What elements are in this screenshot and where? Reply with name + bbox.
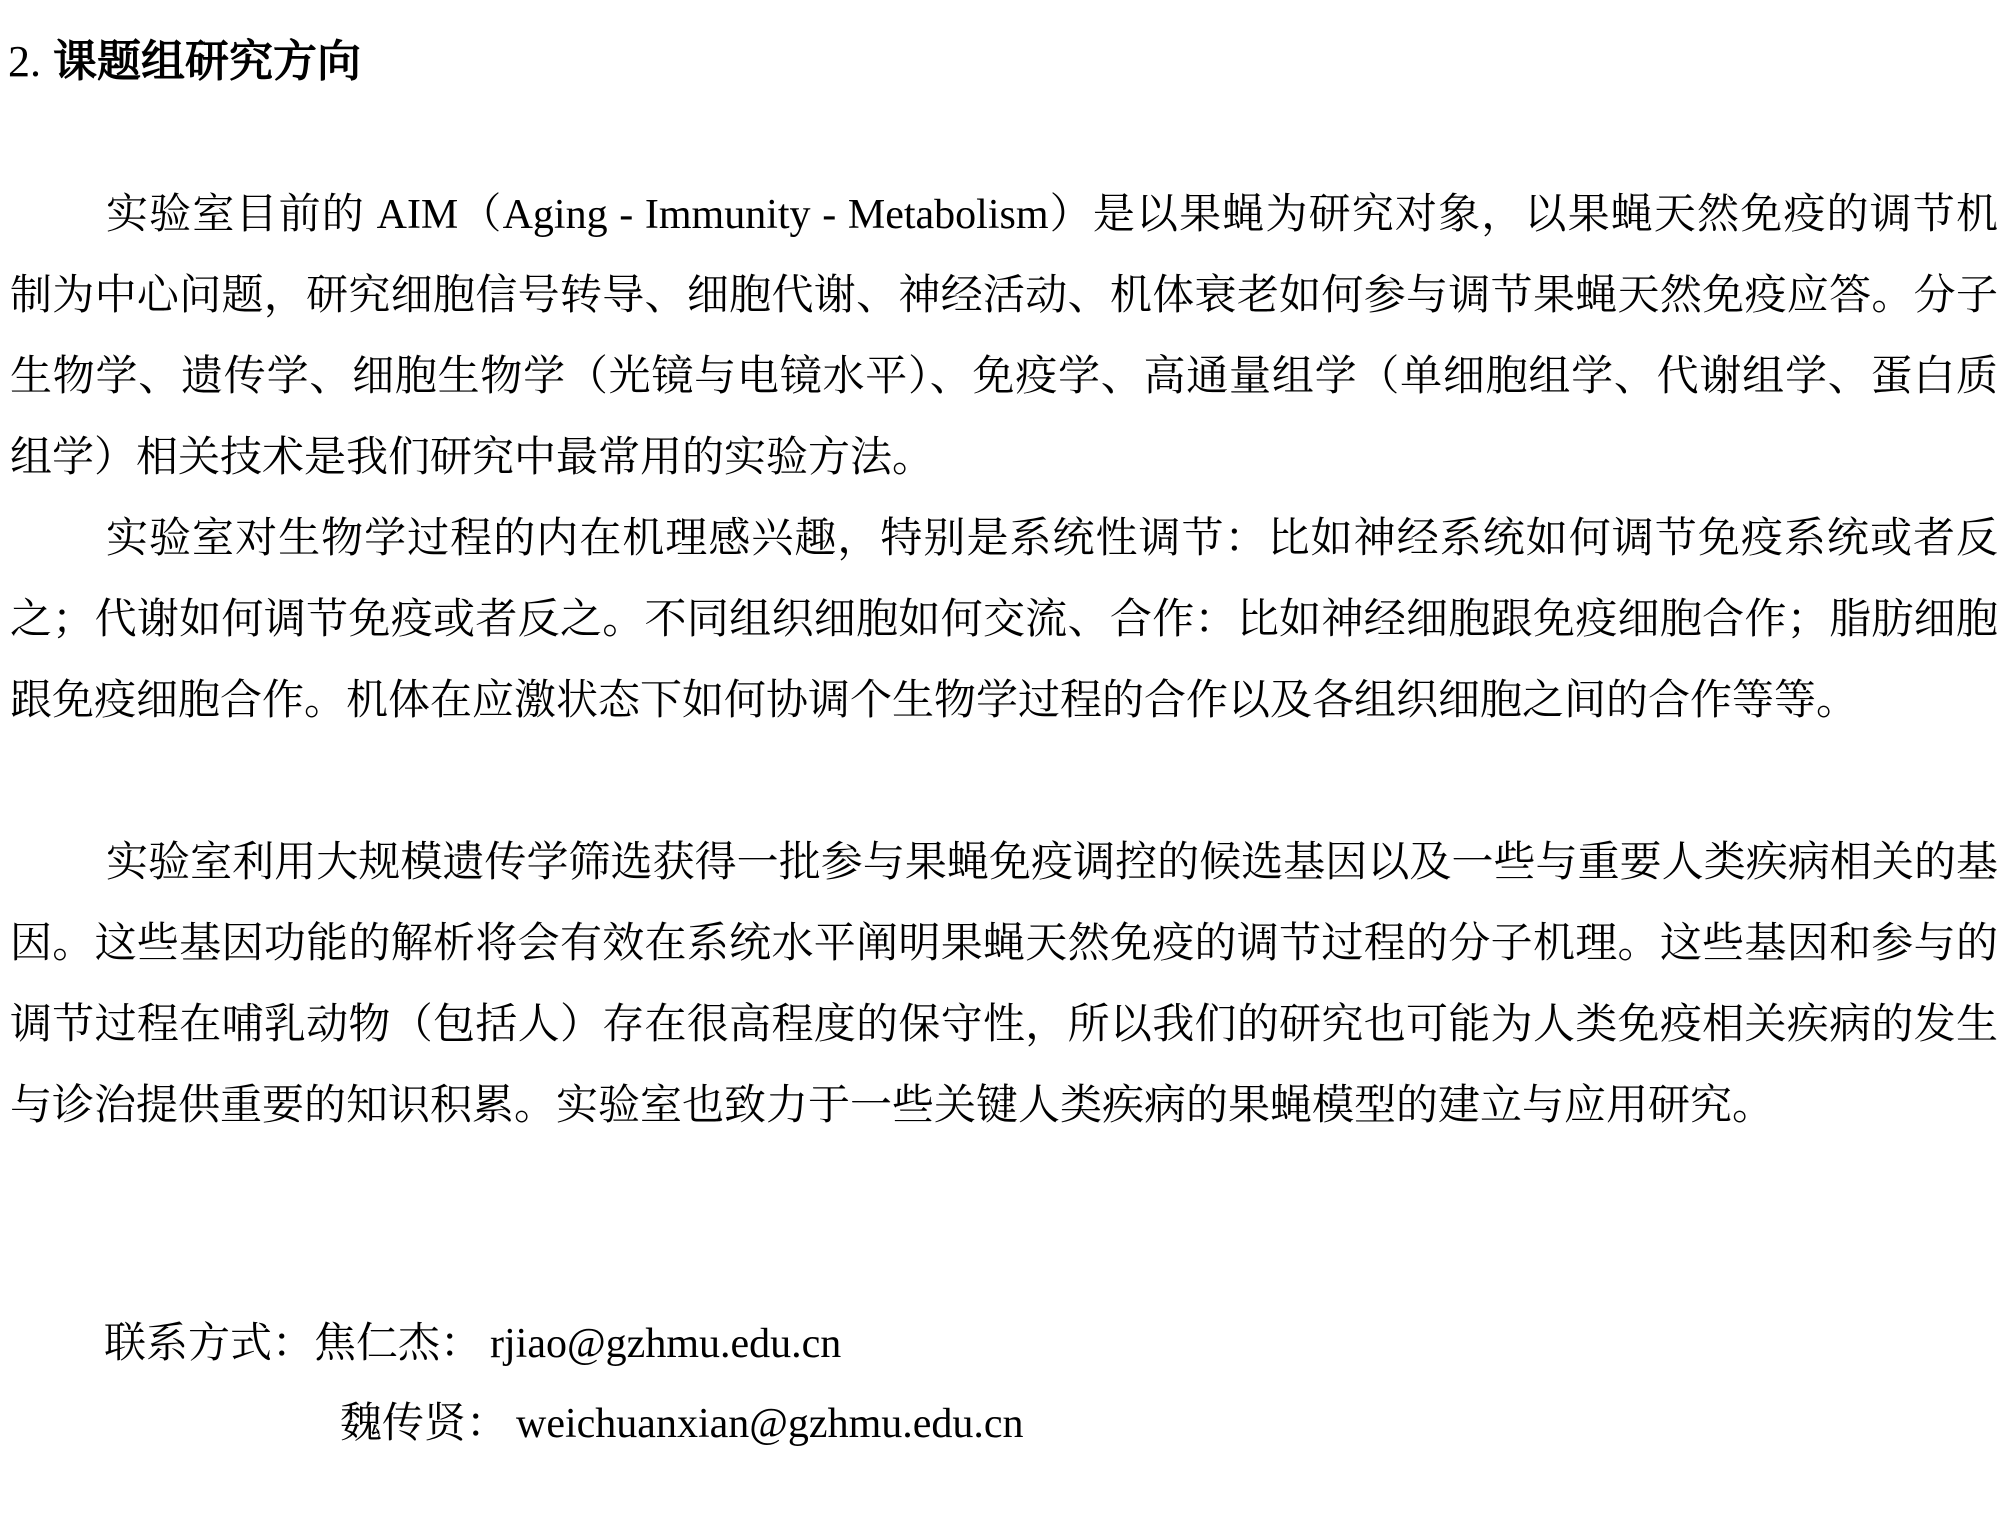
contact-name: 魏传贤：: [340, 1401, 509, 1447]
section-title: 课题组研究方向: [53, 37, 361, 86]
contact-row: [104, 1312, 841, 1376]
section-heading: [8, 30, 361, 94]
contact-label: 联系方式：: [104, 1321, 315, 1367]
paragraph-genetic-screening: 实验室利用大规模遗传学筛选获得一批参与果蝇免疫调控的候选基因以及一些与重要人类疾病相关的基因。这些基因功能的解析将会有效在系统水平阐明果蝇天然免疫的调节过程的分子机理。这些基因和参与的调节过程在哺乳动物（包括人）存在很高程度的保守性，所以我们的研究也可能为人类免疫相关疾病的发生与诊治提供重要的知识积累。实验室也致力于一些关键人类疾病的果蝇模型的建立与应用研究。: [10, 840, 1998, 1129]
contact-row: [340, 1392, 1024, 1456]
contact-name: 焦仁杰：: [314, 1321, 483, 1367]
paragraph-systemic-regulation: 实验室对生物学过程的内在机理感兴趣，特别是系统性调节：比如神经系统如何调节免疫系统或者反之；代谢如何调节免疫或者反之。不同组织细胞如何交流、合作：比如神经细胞跟免疫细胞合作；脂肪细胞跟免疫细胞合作。机体在应激状态下如何协调个生物学过程的合作以及各组织细胞之间的合作等等。: [10, 516, 1998, 724]
paragraph-aim-overview: 实验室目前的 AIM（Aging - Immunity - Metabolism）是以果蝇为研究对象，以果蝇天然免疫的调节机制为中心问题，研究细胞信号转导、细胞代谢、神经活动、机体衰老如何参与调节果蝇天然免疫应答。分子生物学、遗传学、细胞生物学（光镜与电镜水平）、免疫学、高通量组学（单细胞组学、代谢组学、蛋白质组学）相关技术是我们研究中最常用的实验方法。: [10, 192, 1998, 481]
section-number: 2.: [8, 37, 41, 86]
contact-email-link[interactable]: rjiao@gzhmu.edu.cn: [490, 1321, 842, 1367]
contact-email-link[interactable]: weichuanxian@gzhmu.edu.cn: [516, 1401, 1024, 1447]
